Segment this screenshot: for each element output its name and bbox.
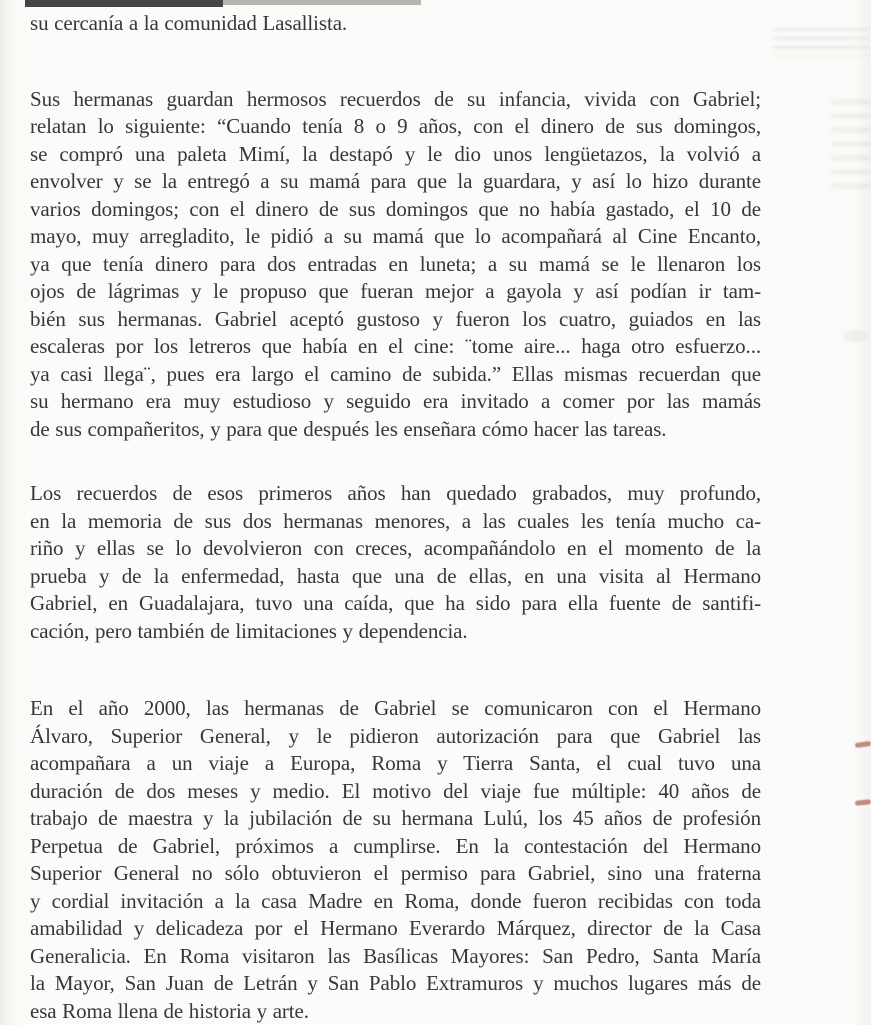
text-line: Perpetua de Gabriel, próximos a cumplirse. En la contestación del Hermano	[30, 833, 761, 861]
text-line: y cordial invitación a la casa Madre en Roma, donde fueron recibidas con toda	[30, 888, 761, 916]
text-line: prueba y de la enfermedad, hasta que una de ellas, en una visita al Hermano	[30, 563, 761, 591]
text-line: bién sus hermanas. Gabriel aceptó gustoso y fueron los cuatro, guiados en las	[30, 306, 761, 334]
text-line: esa Roma llena de historia y arte.	[30, 998, 761, 1025]
page-showthrough-artifact	[843, 330, 869, 342]
text-line: ojos de lágrimas y le propuso que fueran mejor a gayola y así podían ir tam-	[30, 278, 761, 306]
text-line: envolver y se la entregó a su mamá para que la guardara, y así lo hizo durante	[30, 168, 761, 196]
text-line: acompañara a un viaje a Europa, Roma y Tierra Santa, el cual tuvo una	[30, 750, 761, 778]
text-line: se compró una paleta Mimí, la destapó y le dio unos lengüetazos, la volvió a	[30, 141, 761, 169]
scan-dash-artifact	[855, 799, 871, 806]
text-line: su cercanía a la comunidad Lasallista.	[30, 10, 761, 38]
text-line: la Mayor, San Juan de Letrán y San Pablo Extramuros y muchos lugares más de	[30, 970, 761, 998]
text-line: Sus hermanas guardan hermosos recuerdos de su infancia, vivida con Gabriel;	[30, 86, 761, 114]
text-line: de sus compañeritos, y para que después les enseñara cómo hacer las tareas.	[30, 416, 761, 444]
text-line: su hermano era muy estudioso y seguido era invitado a comer por las mamás	[30, 388, 761, 416]
text-line: cación, pero también de limitaciones y dependencia.	[30, 618, 761, 646]
text-line: en la memoria de sus dos hermanas menores, a las cuales les tenía mucho ca-	[30, 508, 761, 536]
text-line: escaleras por los letreros que había en el cine: ¨tome aire... haga otro esfuerzo...	[30, 333, 761, 361]
page-showthrough-artifact	[773, 28, 869, 56]
text-line: Generalicia. En Roma visitaron las Basílicas Mayores: San Pedro, Santa María	[30, 943, 761, 971]
paragraph	[30, 695, 761, 1025]
page-showthrough-artifact	[831, 100, 871, 190]
text-line: riño y ellas se lo devolvieron con creces, acompañándolo en el momento de la	[30, 535, 761, 563]
scan-edge-bar-dark	[25, 0, 223, 7]
paragraph-fragment	[30, 10, 761, 38]
text-line: varios domingos; con el dinero de sus domingos que no había gastado, el 10 de	[30, 196, 761, 224]
text-line: ya que tenía dinero para dos entradas en luneta; a su mamá se le llenaron los	[30, 251, 761, 279]
text-line: Álvaro, Superior General, y le pidieron autorización para que Gabriel las	[30, 723, 761, 751]
text-line: mayo, muy arregladito, le pidió a su mamá que lo acompañará al Cine Encanto,	[30, 223, 761, 251]
text-line: Los recuerdos de esos primeros años han quedado grabados, muy profundo,	[30, 480, 761, 508]
text-line: relatan lo siguiente: “Cuando tenía 8 o 9 años, con el dinero de sus domingos,	[30, 113, 761, 141]
text-line: ya casi llega¨, pues era largo el camino de subida.” Ellas mismas recuerdan que	[30, 361, 761, 389]
text-line: duración de dos meses y medio. El motivo del viaje fue múltiple: 40 años de	[30, 778, 761, 806]
text-line: En el año 2000, las hermanas de Gabriel se comunicaron con el Hermano	[30, 695, 761, 723]
text-line: trabajo de maestra y la jubilación de su hermana Lulú, los 45 años de profesión	[30, 805, 761, 833]
paragraph	[30, 480, 761, 645]
text-line: amabilidad y delicadeza por el Hermano Everardo Márquez, director de la Casa	[30, 915, 761, 943]
text-line: Superior General no sólo obtuvieron el permiso para Gabriel, sino una fraterna	[30, 860, 761, 888]
paragraph	[30, 86, 761, 444]
text-line: Gabriel, en Guadalajara, tuvo una caída, que ha sido para ella fuente de santifi-	[30, 590, 761, 618]
scan-dash-artifact	[855, 741, 871, 748]
scan-edge-bar-light	[223, 0, 421, 5]
text-column	[30, 10, 761, 1025]
